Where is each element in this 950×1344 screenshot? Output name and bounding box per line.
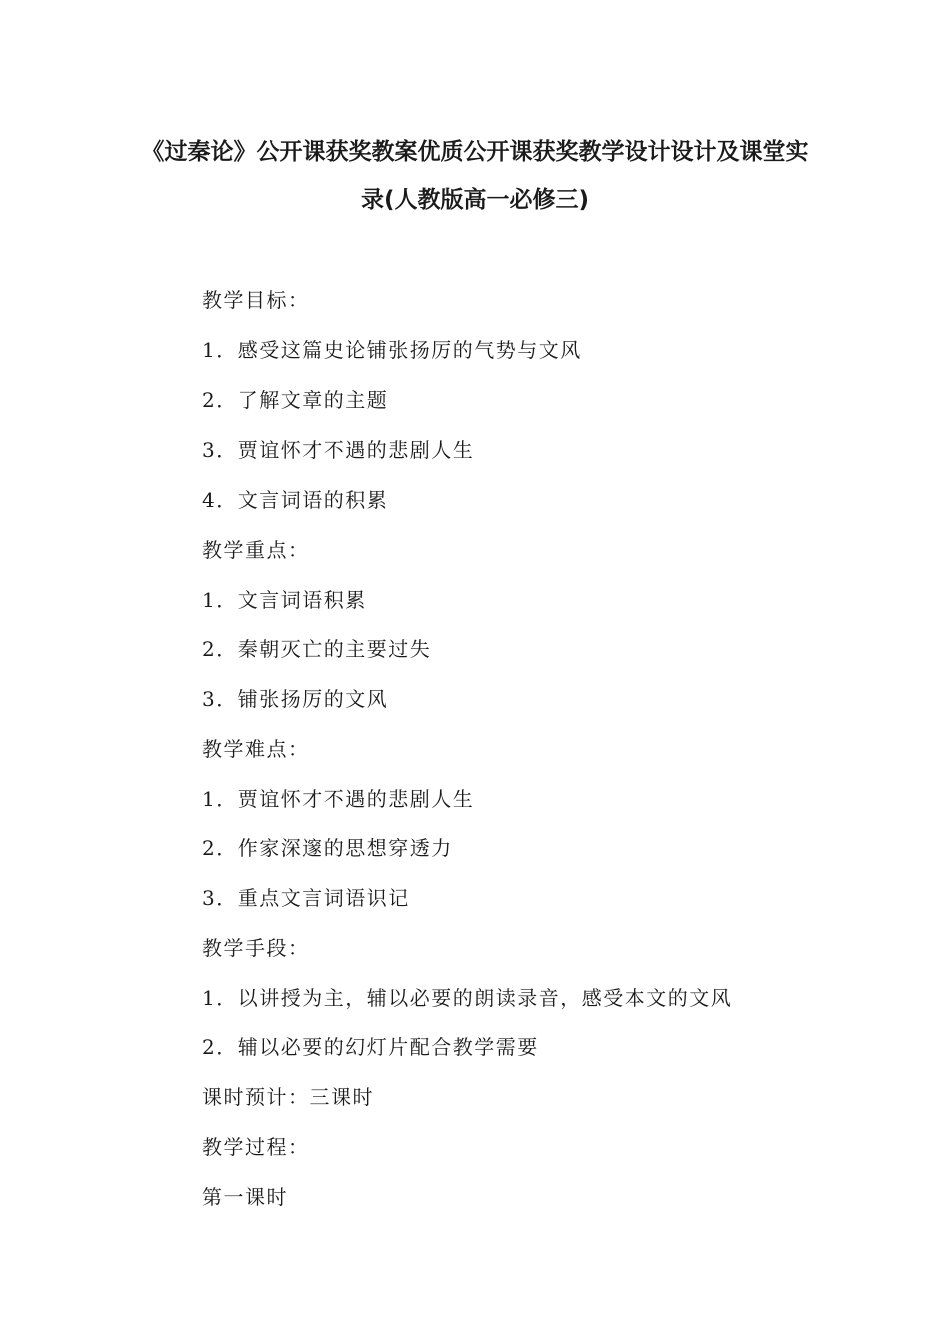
first-lesson-heading: 第一课时 bbox=[202, 1185, 288, 1209]
document-title-line-1: 《过秦论》公开课获奖教案优质公开课获奖教学设计设计及课堂实 bbox=[141, 139, 809, 165]
method-item: 1．以讲授为主，辅以必要的朗读录音，感受本文的文风 bbox=[202, 986, 733, 1010]
objective-item: 3．贾谊怀才不遇的悲剧人生 bbox=[202, 438, 475, 462]
objective-item: 2．了解文章的主题 bbox=[202, 388, 389, 412]
section-heading-key-points: 教学重点： bbox=[202, 538, 310, 562]
section-heading-objectives: 教学目标： bbox=[202, 288, 310, 312]
key-point-item: 2．秦朝灭亡的主要过失 bbox=[202, 637, 432, 661]
method-item: 2．辅以必要的幻灯片配合教学需要 bbox=[202, 1035, 539, 1059]
difficulty-item: 3．重点文言词语识记 bbox=[202, 886, 410, 910]
key-point-item: 1．文言词语积累 bbox=[202, 588, 367, 612]
class-hours-line: 课时预计：三课时 bbox=[202, 1085, 374, 1109]
difficulty-item: 1．贾谊怀才不遇的悲剧人生 bbox=[202, 787, 475, 811]
objective-item: 1．感受这篇史论铺张扬厉的气势与文风 bbox=[202, 338, 582, 362]
key-point-item: 3．铺张扬厉的文风 bbox=[202, 687, 389, 711]
section-heading-difficulties: 教学难点： bbox=[202, 737, 310, 761]
document-title-line-2: 录(人教版高一必修三) bbox=[360, 187, 590, 213]
objective-item: 4．文言词语的积累 bbox=[202, 488, 389, 512]
section-heading-methods: 教学手段： bbox=[202, 936, 310, 960]
difficulty-item: 2．作家深邃的思想穿透力 bbox=[202, 836, 453, 860]
section-heading-process: 教学过程： bbox=[202, 1135, 310, 1159]
